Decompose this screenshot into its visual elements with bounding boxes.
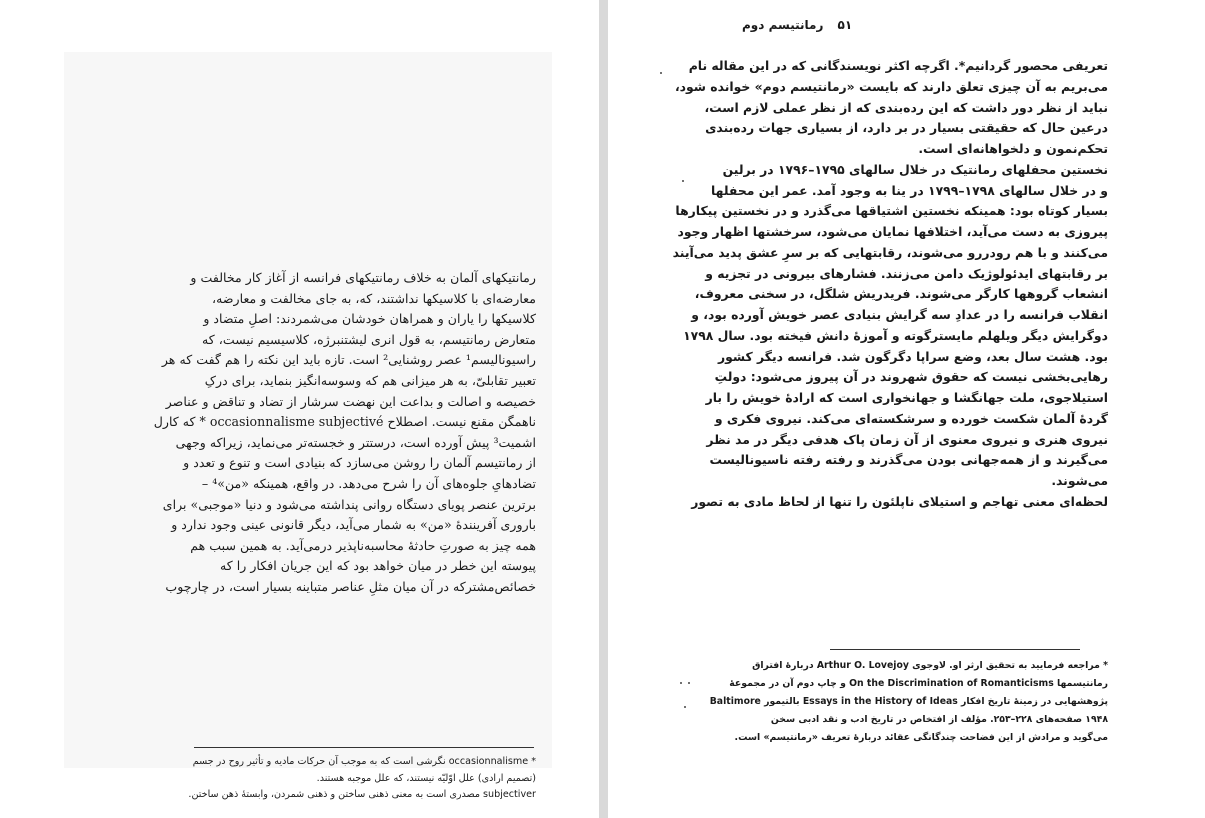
page-gutter: [599, 0, 608, 818]
body-line: تضادهایِ جلوه‌های آن را شرح می‌دهد. در واقع، همینکه «من»⁴ –: [201, 475, 536, 491]
right-page-footnotes: [672, 657, 1108, 747]
body-line: راسیونالیسم¹ عصر روشنایی² است. تازه باید این نکته را هم گفت که هر: [161, 352, 536, 368]
body-line: بود. هشت سال بعد، وضع سراپا دگرگون شد. فرانسه دیگر کشور: [718, 348, 1108, 364]
body-line: نخستین محفلهای رمانتیک در خلال سالهای ۱۷۹۵–۱۷۹۶ در برلین: [722, 161, 1108, 177]
body-line: باروری آفرینندهٔ «من» به شمار می‌آید، دیگر قانونی عینی وجود ندارد و: [171, 517, 536, 533]
body-line: انشعاب گروهها کارگر می‌شوند. فریدریش شلگل، در سخنی معروف،: [694, 286, 1108, 302]
scan-speck: [688, 682, 690, 684]
body-line: تعبیر تقابلیّ، به هر میزانی هم که وسوسه‌انگیز بنماید، برای درکِ: [204, 372, 536, 388]
body-line: رمانتیکهای آلمان به خلاف رمانتیکهای فرانسه از آغاز کار مخالفت و: [190, 270, 536, 285]
footnote-line: subjectiver مصدری است به معنی ذهنی ساختن و ذهنی شمردن، وابستهٔ ذهن ساختن.: [188, 789, 536, 800]
body-line: معارضه‌ای با کلاسیکها نداشتند، که، به جای مخالفت و معارضه،: [212, 290, 536, 306]
body-line: پیروزی به دست می‌آید، اختلافها نمایان می‌شود، سرخشتها اظهار وجود: [677, 224, 1108, 239]
body-line: می‌شوند.: [1051, 473, 1108, 488]
body-line: خصائص‌مشترکه در آن میان مثلِ عناصر متباینه بسیار است، در چارچوب: [165, 578, 536, 594]
scan-speck: [682, 180, 684, 182]
body-line: اشمیت³ پیش آورده است، درستتر و خجسته‌تر می‌نماید، زیراکه وجهی: [175, 434, 536, 450]
footnote-line: * مراجعه فرمایید به تحقیق ارثر او. لاوجوی Arthur O. Lovejoy دربارهٔ افتراق: [752, 660, 1108, 671]
scan-speck: [660, 72, 662, 74]
body-line: رهایی‌بخشی نیست که حقوق شهروند در آن پیروز می‌شود: دولتِ: [714, 369, 1108, 385]
footnote-line: می‌گوید و مرادش از این فضاحت چندگانگی عقائد دربارهٔ تعریف «رمانتیسم» است.: [734, 732, 1108, 743]
left-page-footnotes: [78, 754, 536, 804]
body-line: دوگرایش دیگر ویلهلم مایسترگوته و آموزهٔ دانش فیخته بود. سال ۱۷۹۸: [683, 327, 1108, 343]
body-line: لحظه‌ای معنی تهاجم و استیلای ناپلئون را تنها از لحاظ مادی به تصور: [691, 493, 1108, 509]
right-page-body: [672, 56, 1108, 513]
body-line: پیوسته این خطر در میان خواهد بود که این جریان افکار را که: [220, 558, 536, 574]
footnote-line: * occasionnalisme نگرشی است که به موجب آن حرکات مادیه و تأثیر روح در جسم: [192, 756, 536, 767]
body-line: ناهمگن مقنع نیست. اصطلاح occasionnalisme subjectivé * که کارل: [153, 414, 536, 430]
body-line: کلاسیکها را یاران و همراهان خودشان می‌شمردند: اصلِ متضاد و: [203, 311, 536, 327]
body-line: نیروی هنری و نیروی معنوی از آن زمان پاک هدفی دیگر در مد نظر: [706, 431, 1108, 447]
body-line: انقلاب فرانسه را در عدادِ سه گرایش بنیادی عصر خویش آورده بود، و: [691, 307, 1108, 322]
body-line: بسیار کوتاه بود: همینکه نخستین اشتیاقها می‌گذرد و در نخستین پیکارها: [675, 203, 1108, 219]
body-line: نباید از نظر دور داشت که این رده‌بندی که از نظر عملی لازم است،: [704, 99, 1108, 115]
body-line: درعین حال که حقیقتی بسیار در بر دارد، از بسیاری جهات رده‌بندی: [705, 120, 1108, 136]
footnote-line: ۱۹۴۸ صفحه‌های ۲۲۸–۲۵۳. مؤلف از افتخاص در تاریخ ادب و نقد ادبی سخن: [770, 714, 1108, 725]
footnote-line: رمانتیسمها On the Discrimination of Romanticisms و چاپ دوم آن در مجموعهٔ: [729, 678, 1108, 689]
running-head: [742, 18, 852, 32]
footnote-rule: [194, 747, 534, 748]
body-line: می‌کنند و با هم رودررو می‌شوند، رقابتهایی که بر سرِ عشق پدید می‌آیند: [672, 244, 1108, 260]
body-line: بر رقابتهای ایدئولوژیک دامن می‌زنند. فشارهای بیرونی در تجزیه و: [705, 265, 1108, 281]
body-line: خصیصه و اصالت و بداعت این نهضت سرشار از تضاد و تناقض و عناصر: [165, 393, 536, 409]
running-head-title: رمانتیسم دوم: [742, 18, 824, 32]
footnote-line: پژوهشهایی در زمینهٔ تاریخ افکار Essays in the History of Ideas بالتیمور Baltimore: [709, 696, 1108, 707]
body-line: استیلاجوی، ملت جهانگشا و جهانخواری است که ارادهٔ خویش را بار: [705, 390, 1108, 405]
body-line: همه چیز به صورتِ حادثهٔ محاسبه‌ناپذیر درمی‌آید. به همین سبب هم: [190, 537, 536, 553]
scan-speck: [680, 682, 682, 684]
body-line: می‌گیرند و از همه‌جهانی بودن می‌گذرند و رفته رفته ناسیونالیست: [709, 452, 1108, 468]
scan-speck: [684, 706, 686, 708]
body-line: تحکم‌نمون و دلخواهانه‌ای است.: [918, 141, 1108, 156]
body-line: و در خلال سالهای ۱۷۹۸–۱۷۹۹ در ینا به وجود آمد. عمر این محفلها: [711, 182, 1108, 198]
left-page: [64, 52, 552, 800]
body-line: گردهٔ آلمان شکست خورده و سرشکسته‌ای می‌کند. نیروی فکری و: [714, 410, 1108, 426]
footnote-line: (تصمیم ارادی) علل اوّلیّه نیستند، که علل موجبه هستند.: [316, 772, 536, 784]
body-line: متعارض رمانتیسم، به قول انری لیشتنبرژه، کلاسیسیم نیست، که: [202, 331, 536, 347]
body-line: از رمانتیسم آلمان را روشن می‌سازد که بنیادی است و تنوع و تعدد و: [183, 455, 536, 471]
body-line: برترین عنصر پویای دستگاه روانی پنداشته می‌شود و دنیا «موجبی» برای: [162, 496, 536, 512]
left-page-body: [78, 268, 536, 598]
page-number: ۵۱: [837, 18, 853, 32]
body-line: می‌بریم به آن چیزی تعلق دارند که بایست «رمانتیسم دوم» خوانده شود،: [674, 78, 1108, 94]
footnote-rule: [830, 649, 1080, 650]
right-page: [660, 0, 1120, 770]
body-line: تعریفی محصور گردانیم*. اگرچه اکثر نویسندگانی که در این مقاله نام: [688, 58, 1108, 73]
